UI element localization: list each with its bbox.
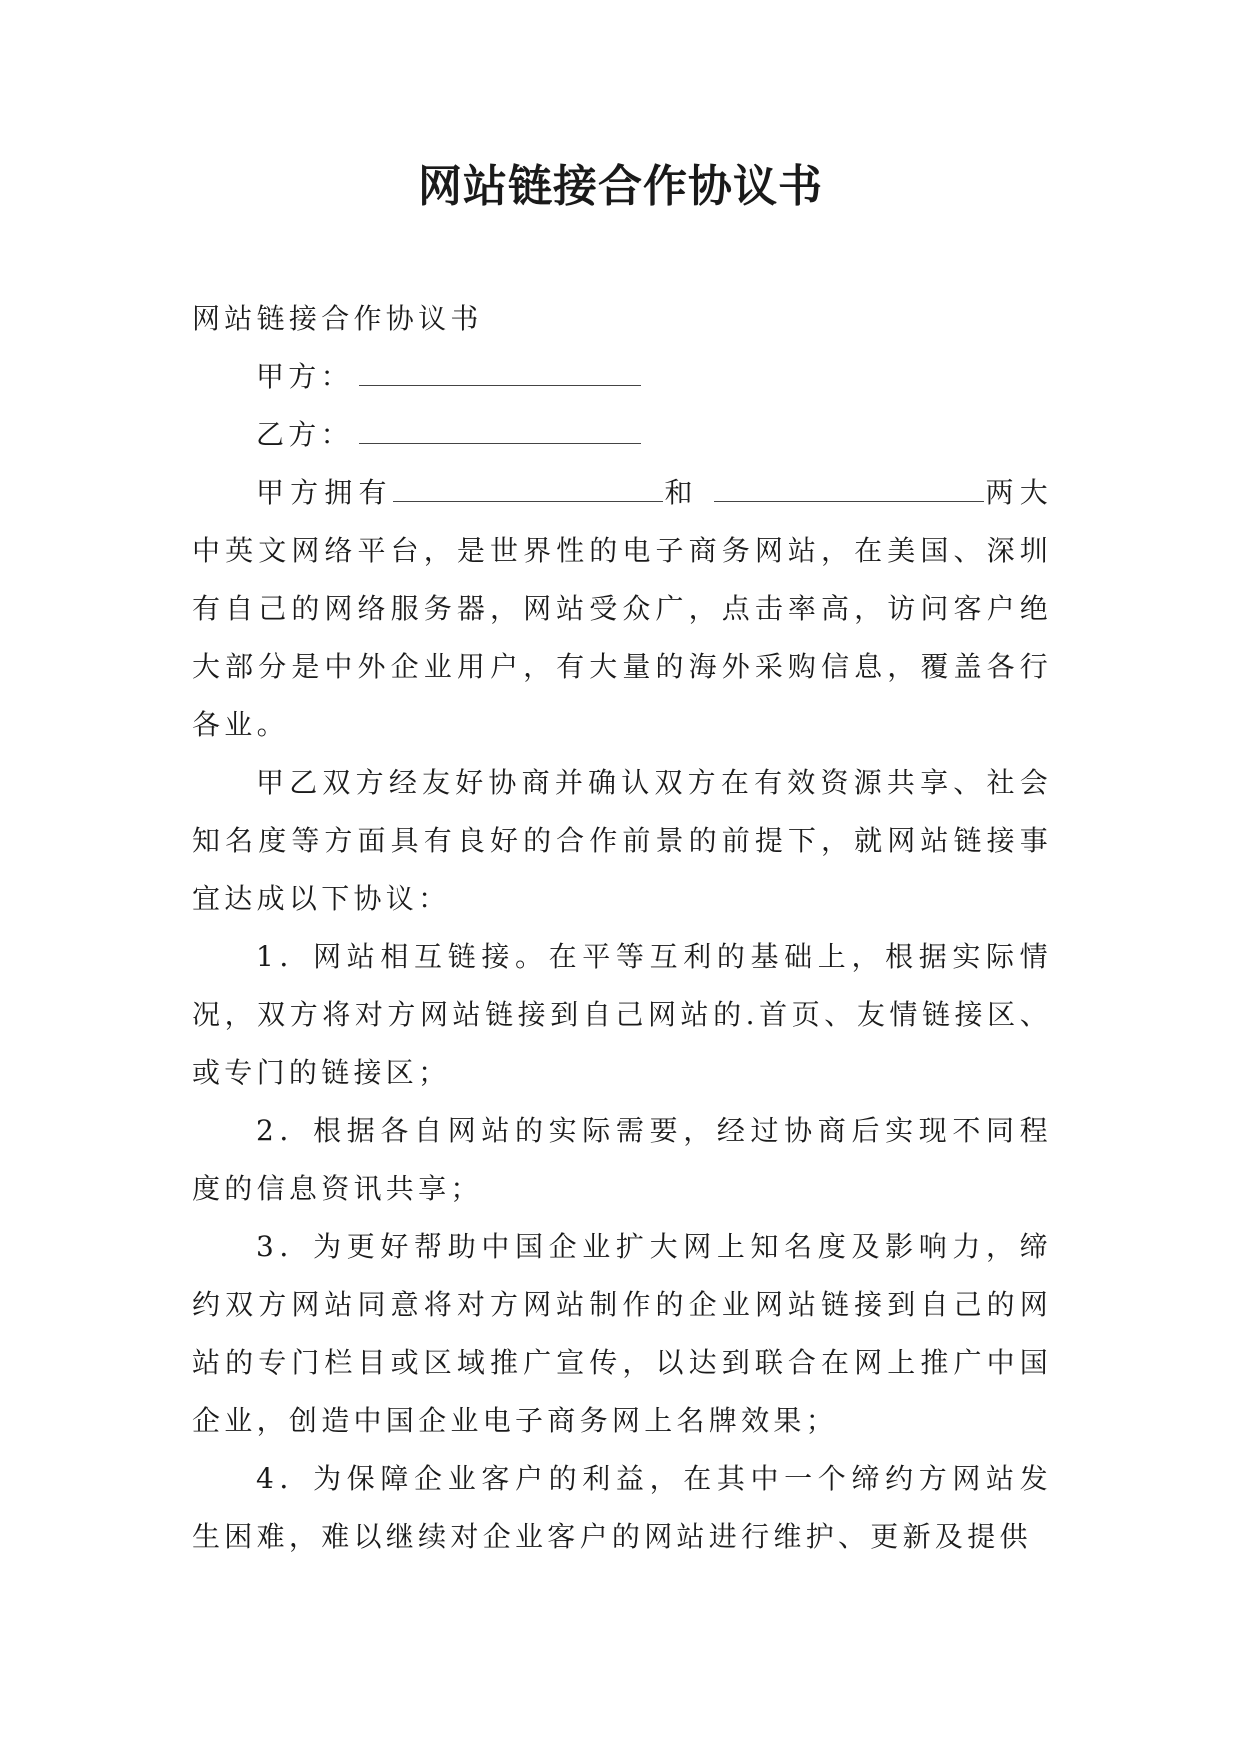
clause-3: 3．为更好帮助中国企业扩大网上知名度及影响力，缔约双方网站同意将对方网站制作的企业网站链接到自己的网站的专门栏目或区域推广宣传，以达到联合在网上推广中国企业，创造中国企业电子商务网上名牌效果；	[192, 1230, 1052, 1437]
party-a-line	[192, 348, 1052, 406]
party-b-label: 乙方：	[256, 418, 353, 451]
platform-1-blank	[393, 479, 663, 502]
platform-2-blank	[714, 479, 984, 502]
paragraph-intro-rest: 两大中英文网络平台，是世界性的电子商务网站，在美国、深圳有自己的网络服务器，网站受众广，点击率高，访问客户绝大部分是中外企业用户，有大量的海外采购信息，覆盖各行各业。	[192, 476, 1053, 741]
paragraph-intro-mid: 和	[662, 476, 699, 509]
party-a-label: 甲方：	[256, 360, 353, 393]
document-body	[192, 290, 1052, 1566]
subtitle-line: 网站链接合作协议书	[192, 302, 483, 335]
document-title: 网站链接合作协议书	[418, 161, 823, 212]
party-a-blank	[359, 363, 641, 386]
paragraph-intro-prefix: 甲方拥有	[256, 476, 393, 509]
party-b-blank	[359, 421, 641, 444]
clause-4: 4．为保障企业客户的利益，在其中一个缔约方网站发生困难，难以继续对企业客户的网站进行维护、更新及提供	[192, 1462, 1052, 1553]
paragraph-intro	[192, 464, 1052, 754]
clause-2: 2．根据各自网站的实际需要，经过协商后实现不同程度的信息资讯共享；	[192, 1114, 1052, 1205]
party-b-line	[192, 406, 1052, 464]
paragraph-agreement: 甲乙双方经友好协商并确认双方在有效资源共享、社会知名度等方面具有良好的合作前景的前提下，就网站链接事宜达成以下协议：	[192, 766, 1052, 915]
clause-1: 1．网站相互链接。在平等互利的基础上，根据实际情况，双方将对方网站链接到自己网站的.首页、友情链接区、或专门的链接区；	[192, 940, 1052, 1089]
